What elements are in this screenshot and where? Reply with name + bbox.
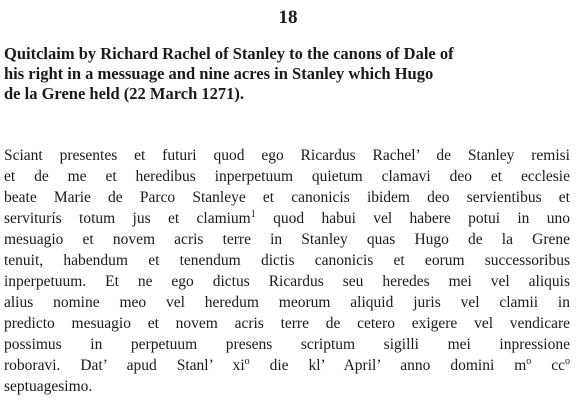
- charter-text: [4, 145, 570, 397]
- text-line: [4, 355, 570, 376]
- text-segment: quod habui vel habere potui in uno: [255, 210, 570, 227]
- text-line: tenuit, habendum et tenendum dictis canonicis et eorum successoribus: [4, 252, 570, 269]
- text-segment: serviturís totum jus et clamium: [4, 210, 251, 227]
- superscript: o: [526, 355, 532, 367]
- text-line: alius nomine meo vel heredum meorum aliquid juris vel clamii in: [4, 294, 570, 311]
- footnote-marker: 1: [250, 208, 256, 220]
- superscript: o: [565, 355, 571, 367]
- document-heading: [4, 44, 574, 104]
- text-line: Sciant presentes et futuri quod ego Ricardus Rachel’ de Stanley remisi: [4, 147, 570, 164]
- text-line: [4, 208, 570, 229]
- text-line: predicto mesuagio et novem acris terre de cetero exigere vel vendicare: [4, 315, 570, 332]
- text-line: possimus in perpetuum presens scriptum sigilli mei inpressione: [4, 336, 570, 353]
- document-number: 18: [278, 7, 298, 28]
- text-segment: die kl’ April’ anno domini m: [249, 357, 527, 374]
- heading-line: Quitclaim by Richard Rachel of Stanley to the canons of Dale of: [4, 44, 454, 63]
- text-line: inperpetuum. Et ne ego dictus Ricardus seu heredes mei vel aliquis: [4, 273, 570, 290]
- text-line: septuagesimo.: [4, 378, 93, 395]
- text-line: mesuagio et novem acris terre in Stanley quas Hugo de la Grene: [4, 231, 570, 248]
- text-line: et de me et heredibus inperpetuum quietum clamavi deo et ecclesie: [4, 168, 570, 185]
- heading-line: his right in a messuage and nine acres in Stanley which Hugo: [4, 64, 434, 83]
- text-segment: roboravi. Dat’ apud Stanl’ xi: [4, 357, 245, 374]
- heading-line: de la Grene held (22 March 1271).: [4, 84, 244, 103]
- superscript: o: [244, 355, 250, 367]
- text-segment: cc: [531, 357, 566, 374]
- text-line: beate Marie de Parco Stanleye et canonicis ibidem deo servientibus et: [4, 189, 570, 206]
